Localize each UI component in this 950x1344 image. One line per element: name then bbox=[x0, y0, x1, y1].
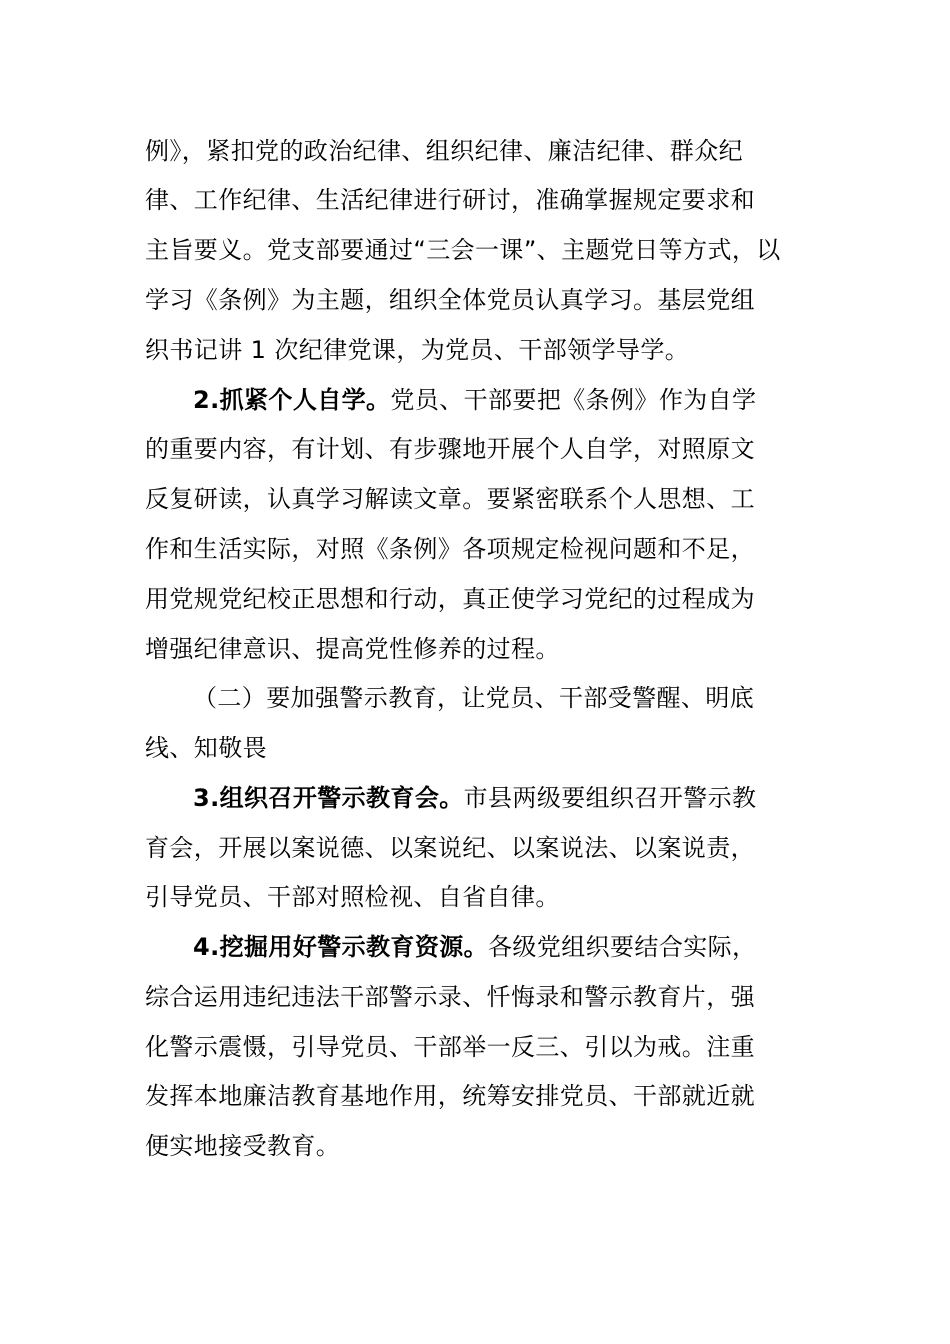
paragraph-first-line bbox=[193, 382, 756, 418]
paragraph-line: 学习《条例》为主题，组织全体党员认真学习。基层党组 bbox=[145, 286, 755, 314]
section-heading-continued: 线、知敬畏 bbox=[145, 734, 267, 762]
paragraph-first-line bbox=[193, 780, 756, 816]
paragraph-line: 用党规党纪校正思想和行动，真正使学习党纪的过程成为 bbox=[145, 585, 755, 613]
paragraph-line: 反复研读，认真学习解读文章。要紧密联系个人思想、工 bbox=[145, 485, 755, 513]
paragraph-line: 的重要内容，有计划、有步骤地开展个人自学，对照原文 bbox=[145, 435, 755, 463]
paragraph-line: 增强纪律意识、提高党性修养的过程。 bbox=[145, 635, 560, 663]
paragraph-line: 律、工作纪律、生活纪律进行研讨，准确掌握规定要求和 bbox=[145, 186, 755, 214]
paragraph-line: 便实地接受教育。 bbox=[145, 1132, 341, 1160]
paragraph-line: 织书记讲 1 次纪律党课，为党员、干部领学导学。 bbox=[145, 336, 690, 364]
item-heading: 2.抓紧个人自学。 bbox=[193, 386, 391, 414]
paragraph-line: 育会，开展以案说德、以案说纪、以案说法、以案说责， bbox=[145, 834, 755, 862]
item-heading: 3.组织召开警示教育会。 bbox=[193, 784, 464, 812]
item-text: 各级党组织要结合实际， bbox=[488, 933, 757, 961]
item-text: 市县两级要组织召开警示教 bbox=[463, 784, 757, 812]
paragraph-line: 例》，紧扣党的政治纪律、组织纪律、廉洁纪律、群众纪 bbox=[145, 137, 743, 165]
paragraph-line: 主旨要义。党支部要通过“三会一课”、主题党日等方式，以 bbox=[145, 236, 781, 264]
item-text: 党员、干部要把《条例》作为自学 bbox=[390, 386, 757, 414]
paragraph-line: 引导党员、干部对照检视、自省自律。 bbox=[145, 883, 560, 911]
paragraph-line: 综合运用违纪违法干部警示录、忏悔录和警示教育片，强 bbox=[145, 983, 755, 1011]
paragraph-line: 发挥本地廉洁教育基地作用，统筹安排党员、干部就近就 bbox=[145, 1082, 755, 1110]
paragraph-line: 化警示震慑，引导党员、干部举一反三、引以为戒。注重 bbox=[145, 1033, 755, 1061]
item-heading: 4.挖掘用好警示教育资源。 bbox=[193, 933, 489, 961]
paragraph-first-line bbox=[193, 929, 756, 965]
paragraph-line: 作和生活实际，对照《条例》各项规定检视问题和不足， bbox=[145, 535, 755, 563]
section-heading: （二）要加强警示教育，让党员、干部受警醒、明底 bbox=[193, 684, 755, 712]
